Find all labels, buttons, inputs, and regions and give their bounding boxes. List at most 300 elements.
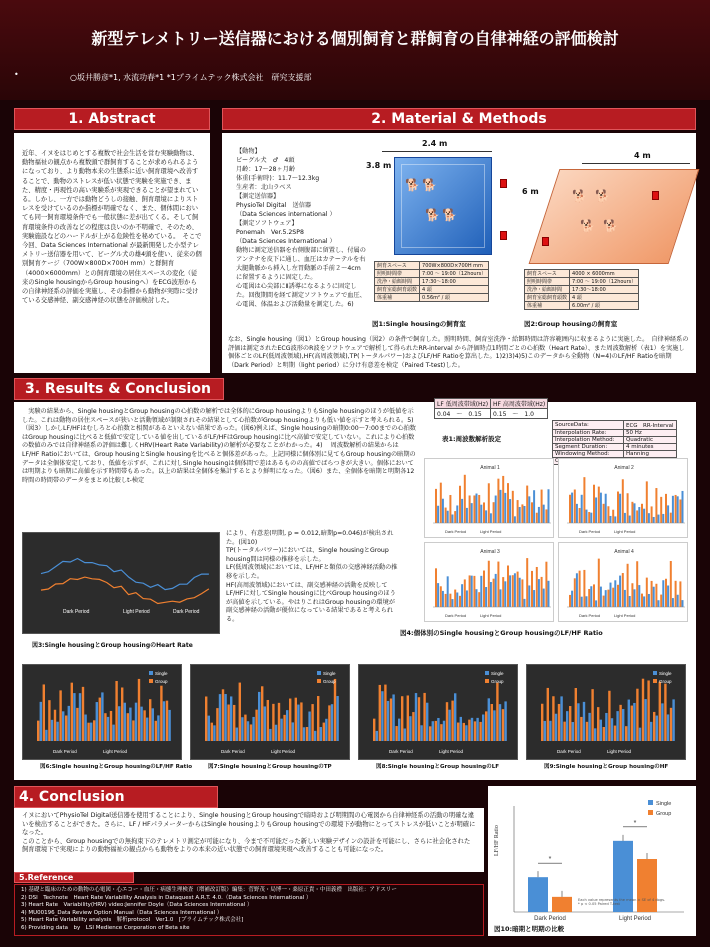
bar-single: [636, 689, 638, 741]
dark-chart: [358, 664, 518, 760]
abstract-panel: [14, 133, 210, 373]
bar-single: [127, 713, 129, 741]
animal-title: Animal 4: [614, 549, 634, 555]
bar-group: [163, 701, 165, 741]
fig10-bar: [552, 897, 572, 912]
bar-group: [662, 580, 664, 607]
bar-single: [617, 492, 619, 523]
bar-group: [560, 696, 562, 741]
legend-label: Group: [659, 679, 672, 684]
bar-single: [160, 686, 162, 741]
bar-group: [297, 705, 299, 741]
bar-group: [590, 586, 592, 607]
bar-single: [517, 572, 519, 607]
poster-title: 新型テレメトリー送信器における個別飼育と群飼育の自律神経の評価検討: [91, 29, 619, 48]
bar-single: [306, 727, 308, 741]
bar-group: [157, 715, 159, 741]
bar-single: [468, 720, 470, 741]
fig10-bar: [528, 877, 548, 912]
bar-group: [634, 503, 636, 523]
bar-group: [600, 493, 602, 523]
figure-2: [522, 139, 692, 329]
legend-swatch: [149, 671, 153, 675]
bar-single: [574, 578, 576, 607]
bar-single: [574, 490, 576, 523]
bar-single: [440, 586, 442, 607]
bar-single: [82, 687, 84, 741]
bar-group: [504, 581, 506, 607]
bar-group: [437, 583, 439, 607]
bar-single: [278, 703, 280, 741]
bar-group: [447, 576, 449, 607]
bar-group: [533, 490, 535, 523]
dark-chart: [190, 664, 350, 760]
bar-single: [627, 493, 629, 523]
reference-item: 6) Providing data by LSI Medience Corporation of Beta site: [21, 924, 190, 931]
bar-single: [87, 723, 89, 741]
bar-single: [646, 481, 648, 523]
receiver-icon: [500, 231, 507, 240]
bar-group: [653, 587, 655, 607]
title-bar: [0, 0, 710, 100]
bar-group: [672, 598, 674, 607]
bar-single: [478, 495, 480, 523]
bar-group: [471, 503, 473, 523]
authors: ○坂井勝彦*1, 水流功春*1 *1プライムテック株式会社 研究支援部: [70, 73, 312, 82]
bar-single: [464, 475, 466, 523]
legend-swatch: [653, 671, 657, 675]
bar-single: [670, 561, 672, 607]
results-text-2: により、有意差(明期, p = 0.012,暗期p=0.046)が検出された。(図10) TP(トータルパワー)においては、Single housingとGroup housing間は同様の推移を示した。 LF(低周波領域)においては、LF/HFと類似の交感神経活動の推移を示した。 HF(高周波領域)においては、副交感神経の活動を反映してLF/HFに対してSingle housingに比べGroup housingのほうが高値を示している。やはりこれはGroup housingの環境が副交感神経の活動が優位になっている結果であると考えられる。: [226, 530, 398, 623]
receiver-icon: [542, 237, 549, 246]
bar-single: [521, 504, 523, 523]
dark-chart-caption: 図9:Single housingとGroup housingのHF: [544, 764, 669, 770]
bar-single: [459, 486, 461, 523]
bar-single: [627, 564, 629, 607]
bar-group: [146, 718, 148, 741]
bar-single: [233, 705, 235, 741]
bar-single: [37, 721, 39, 741]
table1-caption: 表1:周波数解析設定: [442, 435, 502, 443]
bar-group: [595, 600, 597, 607]
bar-single: [541, 704, 543, 741]
bar-group: [224, 694, 226, 741]
bar-single: [138, 679, 140, 741]
fig10-legend-swatch: [648, 810, 653, 815]
results-panel: [14, 402, 696, 780]
bar-group: [387, 701, 389, 741]
bar-single: [132, 720, 134, 741]
legend-swatch: [653, 679, 657, 683]
bar-group: [68, 706, 70, 741]
bar-single: [569, 595, 571, 607]
bar-single: [323, 723, 325, 741]
bar-group: [308, 712, 310, 741]
bar-group: [247, 721, 249, 741]
methods-header: 2. Material & Methods: [222, 108, 696, 130]
methods-text-2: なお、Single housing（図1）とGroup housing（図2）の条件で飼育した。照明時間、飼育室洗浄・給餌時間は許容範囲内に収まるように実施した。 自律神経系の評価は測定されたECG波形のR波をソフトウェアで解析して得られたRR-interval から評価時点1時間ごとの心拍数（Heart Rate）、また周波数解析（表1）を実施し個体ごとのLF(低周波領域),HF(高周波領域),TP(トータルパワー)およびLF/HF Ratioを算出した。1)2)3)4)5)このデータから全動物（N=4)のLF/HF Ratioを暗期（Dark Period）と明期（light period）に分け有意差を検定（Paired T-test)した。: [228, 336, 689, 369]
bar-group: [485, 587, 487, 607]
bar-group: [404, 728, 406, 741]
bar-single: [558, 704, 560, 741]
bar-single: [401, 696, 403, 741]
significance-star: *: [548, 856, 552, 864]
bar-group: [442, 499, 444, 523]
bar-single: [384, 685, 386, 741]
dark-chart-row: [22, 664, 690, 774]
fig10-category: Light Period: [618, 916, 652, 922]
bar-group: [672, 699, 674, 741]
bar-group: [499, 704, 501, 741]
dark-chart: [526, 664, 686, 760]
bar-single: [272, 704, 274, 741]
bar-group: [465, 725, 467, 741]
bar-group: [614, 580, 616, 607]
period-label: Dark Period: [445, 613, 467, 618]
bar-single: [390, 698, 392, 741]
bar-single: [407, 695, 409, 741]
period-label: Light Period: [103, 749, 128, 754]
bar-single: [547, 688, 549, 741]
legend-label: Single: [323, 671, 336, 676]
bar-single: [579, 508, 581, 523]
bar-group: [662, 514, 664, 523]
bar-group: [653, 517, 655, 523]
fig10-footnote: Each value represents the mean ± SE of 4 dogs. * p < 0.05 Paired T-test: [578, 898, 666, 906]
fig10-legend-label: Group: [656, 811, 672, 817]
bar-single: [646, 578, 648, 607]
bar-group: [442, 591, 444, 607]
bar-single: [622, 479, 624, 523]
bar-group: [624, 513, 626, 523]
dark-chart-caption: 図6:Single housingとGroup housingのLF/HF Ratio: [40, 764, 193, 770]
bar-single: [641, 504, 643, 523]
bar-single: [451, 701, 453, 741]
bar-single: [603, 596, 605, 607]
bar-group: [56, 722, 58, 741]
bar-group: [124, 703, 126, 741]
bar-group: [610, 583, 612, 607]
bar-group: [485, 510, 487, 523]
period-label: Light Period: [123, 609, 150, 615]
bar-single: [507, 566, 509, 607]
bar-single: [512, 491, 514, 523]
bar-single: [664, 684, 666, 741]
bar-group: [514, 573, 516, 607]
group-line: [41, 559, 209, 590]
bar-single: [211, 723, 213, 741]
bar-group: [572, 722, 574, 741]
legend-label: Group: [155, 679, 168, 684]
period-label: Dark Period: [63, 609, 90, 615]
bar-single: [512, 575, 514, 607]
bar-group: [303, 727, 305, 741]
bar-group: [84, 715, 86, 741]
bar-single: [166, 701, 168, 741]
bar-group: [605, 713, 607, 741]
dog-icon: 🐕🐕: [425, 208, 459, 222]
bar-group: [219, 694, 221, 741]
period-label: Dark Period: [557, 749, 581, 754]
bar-group: [62, 711, 64, 741]
bar-group: [264, 706, 266, 741]
bar-single: [541, 490, 543, 523]
bar-group: [667, 714, 669, 741]
methods-panel: [222, 133, 696, 373]
bar-group: [230, 696, 232, 741]
period-label: Dark Period: [221, 749, 245, 754]
bar-group: [452, 599, 454, 607]
period-label: Light Period: [614, 613, 636, 618]
bar-single: [526, 486, 528, 523]
period-label: Light Period: [614, 529, 636, 534]
bar-group: [96, 702, 98, 741]
bar-single: [603, 727, 605, 741]
bar-single: [536, 513, 538, 523]
bar-single: [612, 588, 614, 607]
period-label: Light Period: [480, 613, 502, 618]
fig4-grid: [424, 458, 690, 622]
bar-single: [216, 708, 218, 741]
bar-group: [594, 728, 596, 741]
bar-group: [667, 505, 669, 523]
bar-single: [531, 502, 533, 523]
bar-group: [482, 714, 484, 741]
bar-group: [480, 576, 482, 607]
significance-star: *: [633, 819, 637, 827]
period-label: Dark Period: [389, 749, 413, 754]
bar-single: [479, 722, 481, 741]
period-label: Light Period: [271, 749, 296, 754]
bar-single: [93, 720, 95, 741]
bar-single: [679, 499, 681, 523]
bar-group: [460, 717, 462, 741]
bar-group: [376, 731, 378, 741]
bar-single: [483, 502, 485, 523]
conclusion-header: 4. Conclusion: [14, 786, 218, 808]
bar-group: [524, 506, 526, 523]
fig10-caption: 図10:暗期と明期の比較: [494, 925, 565, 933]
bar-group: [667, 586, 669, 607]
bar-group: [252, 717, 254, 741]
bar-group: [590, 513, 592, 523]
bar-group: [286, 710, 288, 741]
dog-icon: 🐕🐕: [405, 178, 439, 192]
dark-chart-caption: 図7:Single housingとGroup housingのTP: [208, 764, 332, 770]
bar-single: [521, 579, 523, 607]
period-label: Dark Period: [445, 529, 467, 534]
animal-title: Animal 2: [614, 465, 634, 471]
bar-group: [426, 703, 428, 741]
bar-group: [605, 494, 607, 523]
bar-group: [682, 491, 684, 523]
bar-single: [478, 592, 480, 607]
bar-group: [658, 515, 660, 523]
bar-single: [579, 571, 581, 607]
methods-text: 【動物】 ビーグル犬 ♂ 4頭 月齢：17～28ヶ月齢 体重(手術時)：11.7～12.3kg 生産者：北山ラベス 【測定送信器】 PhysioTel Digital 送信器 （Data Sciences international ） 【測定ソフトウェア】 Ponemah Ver.5.2SP8 （Data Sciences International ） 動物に測定送信器を右側腹部に留置し、付属のアンテナを皮下に通し、血圧はカテーテルを右大腿動脈から挿入し左胃動脈の手前２～4cmに留置するように固定した。 心電図は心尖部にⅡ誘導になるように固定した。回復期間を経て測定ソフトウェアで血圧、心電図、体温および活動量を測定した。6): [236, 148, 366, 308]
bar-single: [317, 696, 319, 741]
bar-group: [538, 579, 540, 607]
bar-single: [110, 711, 112, 741]
abstract-text: 近年、イヌをはじめとする複数で社会生活を営む実験動物は、動物福祉の観点から複数頭で群飼育することが求められるようになっており、より動物本来の生態系に近い飼育環境へ改善することで、動物のストレスが低い状態で実験を実施でき、また、精度・再現性の高い実験系が実現できることが望まれている。しかし、一方では動物どうしの接触、飼育環境によりストレスを受けているのか指標が明確でなく、また、個体間においても同一飼育環境条件でも一般状態に差が出てくる。そして飼育環境条件の改善などの程度は良いのか不明確で、そのため、実験施設などのハードルが上がる危険性を秘めている。 そこで今回、Data Sciences International が最新開発した小型テレメトリー送信器を用いて、ビーグル犬の雄4頭を使い、従来の個別飼育ケージ（700W×800D×700H mm）と群飼育（4000×6000mm）との飼育環境の居住スペースの変化（従来のSingle housingからGroup housingへ）をECG波形からの自律神経系の評価を実施し、その指標から動物が実際に受けている交感神経、副交感神経の状態を評価検討した。: [22, 150, 202, 305]
bar-group: [581, 495, 583, 523]
reference-item: 1) 基礎と臨床のための動物の心電図・心エコー・血圧・病態生理検査（増補改訂版）編集：菅野茂・局博一・桑原正貴・中田義禮 出版社：アドスリー: [21, 887, 397, 893]
bar-single: [617, 585, 619, 607]
bar-single: [593, 584, 595, 607]
single-line: [41, 577, 209, 603]
bar-group: [490, 582, 492, 607]
bar-group: [437, 718, 439, 741]
bar-group: [619, 576, 621, 607]
bar-single: [651, 506, 653, 523]
bar-single: [660, 497, 662, 523]
bar-single: [440, 724, 442, 741]
bar-single: [43, 684, 45, 741]
bar-group: [456, 505, 458, 523]
bar-group: [504, 701, 506, 741]
bar-single: [283, 715, 285, 741]
bar-single: [575, 688, 577, 741]
fig2-table: 飼育スペース 4000 × 6000mm 照明時間帯 7:00 ～ 19:00（12hours） 洗浄・給餌時間 17:30～18:00 飼育室総飼育頭数 4 頭 体重補 6.00m² / 頭: [524, 269, 639, 310]
bar-group: [509, 575, 511, 607]
dark-chart: [22, 664, 182, 760]
bar-group: [586, 510, 588, 523]
bar-single: [665, 494, 667, 523]
bar-group: [292, 722, 294, 741]
bar-single: [614, 726, 616, 741]
bar-single: [474, 721, 476, 741]
fig2-caption: 図2:Group housingの飼育室: [524, 320, 618, 328]
bar-single: [608, 691, 610, 741]
bar-group: [236, 728, 238, 741]
bar-group: [495, 574, 497, 607]
bar-single: [244, 715, 246, 741]
bar-single: [612, 510, 614, 523]
bar-single: [289, 699, 291, 741]
bar-group: [461, 584, 463, 607]
bar-group: [269, 729, 271, 741]
bar-single: [607, 590, 609, 607]
bar-group: [548, 581, 550, 607]
bar-group: [648, 513, 650, 523]
bar-single: [473, 495, 475, 523]
bar-group: [566, 711, 568, 741]
bar-group: [168, 710, 170, 741]
bar-group: [650, 722, 652, 741]
bar-group: [79, 693, 81, 741]
bar-group: [533, 590, 535, 607]
bar-group: [398, 719, 400, 741]
fig1-dim-line: [382, 151, 492, 152]
bar-group: [461, 499, 463, 523]
bar-single: [655, 584, 657, 607]
bar-single: [395, 726, 397, 741]
animal-chart: [424, 542, 554, 622]
bar-group: [118, 706, 120, 741]
bar-single: [636, 510, 638, 523]
bar-single: [449, 495, 451, 523]
bar-group: [544, 721, 546, 741]
bar-group: [639, 728, 641, 741]
bar-single: [485, 711, 487, 741]
legend-swatch: [317, 679, 321, 683]
bar-group: [73, 693, 75, 741]
bar-single: [569, 495, 571, 523]
bar-single: [636, 561, 638, 607]
bar-single: [502, 577, 504, 607]
bar-group: [101, 692, 103, 741]
bar-single: [588, 589, 590, 607]
bar-single: [679, 581, 681, 607]
period-label: Dark Period: [173, 609, 200, 615]
bar-group: [443, 721, 445, 741]
bar-single: [418, 697, 420, 741]
bar-single: [473, 576, 475, 607]
bar-group: [656, 716, 658, 741]
bar-group: [600, 587, 602, 607]
bar-group: [112, 725, 114, 741]
bar-group: [629, 516, 631, 523]
bar-group: [643, 509, 645, 523]
bar-single: [463, 723, 465, 741]
bar-group: [320, 727, 322, 741]
bar-single: [517, 500, 519, 523]
bar-single: [631, 502, 633, 523]
bar-single: [586, 722, 588, 741]
bar-single: [583, 570, 585, 607]
bar-single: [445, 508, 447, 523]
bar-single: [379, 685, 381, 741]
bar-group: [543, 589, 545, 607]
bar-single: [222, 689, 224, 741]
bar-group: [633, 703, 635, 741]
period-label: Light Period: [607, 749, 632, 754]
bar-single: [423, 693, 425, 741]
bar-single: [261, 686, 263, 741]
bar-single: [121, 687, 123, 741]
bar-group: [500, 589, 502, 607]
bar-group: [480, 505, 482, 523]
bar-single: [536, 567, 538, 607]
bar-single: [454, 590, 456, 607]
bar-group: [528, 585, 530, 607]
bar-single: [502, 476, 504, 523]
bar-single: [469, 495, 471, 523]
dog-icon: 🐕🐕: [580, 219, 626, 233]
bar-single: [311, 704, 313, 741]
bar-group: [452, 514, 454, 523]
bar-group: [447, 511, 449, 523]
bar-group: [493, 710, 495, 741]
legend-swatch: [317, 671, 321, 675]
bar-group: [628, 700, 630, 741]
bar-single: [227, 705, 229, 741]
bar-group: [504, 493, 506, 523]
bar-single: [449, 594, 451, 607]
fig3-svg: [23, 533, 219, 633]
bar-single: [483, 571, 485, 607]
legend-swatch: [485, 671, 489, 675]
bar-group: [549, 721, 551, 741]
bar-single: [65, 716, 67, 741]
bar-group: [658, 600, 660, 607]
legend-label: Group: [323, 679, 336, 684]
bar-single: [552, 696, 554, 741]
bar-group: [661, 703, 663, 741]
bar-group: [466, 508, 468, 523]
bar-group: [629, 596, 631, 607]
bar-single: [507, 483, 509, 523]
